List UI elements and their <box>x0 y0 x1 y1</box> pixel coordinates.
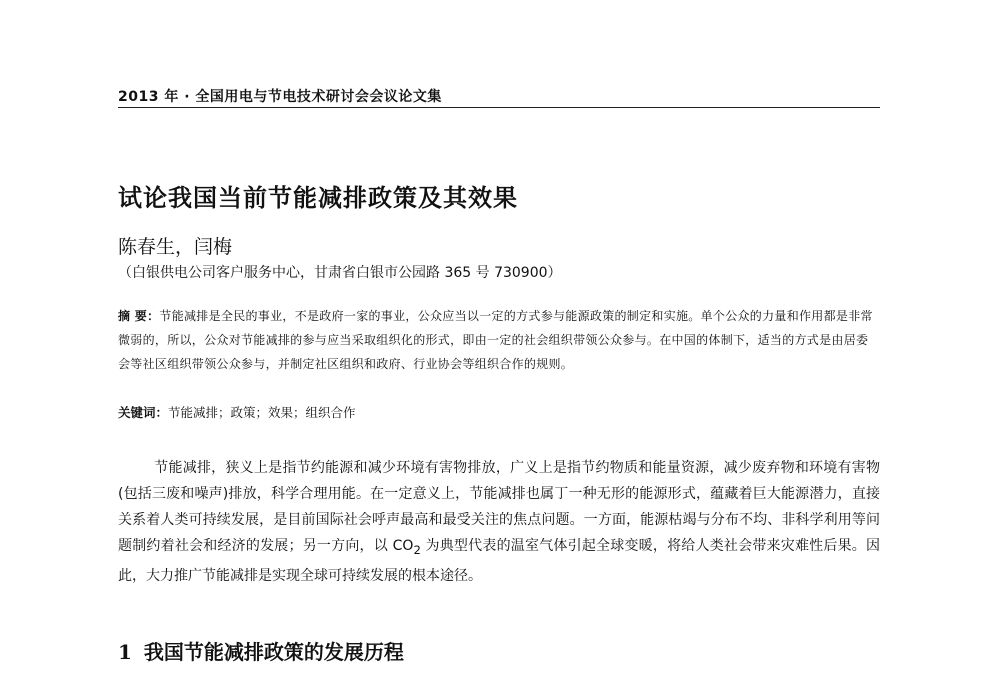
keywords-label: 关键词： <box>118 405 169 420</box>
paper-authors: 陈春生，闫梅 <box>118 236 233 258</box>
section-number: 1 <box>118 640 132 664</box>
paper-affiliation: （白银供电公司客户服务中心，甘肃省白银市公园路 365 号 730900） <box>118 265 562 281</box>
abstract-text: 节能减排是全民的事业，不是政府一家的事业，公众应当以一定的方式参与能源政策的制定和实施。单个公众的力量和作用都是非常微弱的，所以，公众对节能减排的参与应当采取组织化的形式，即由一定的社会组织带领公众参与。在中国的体制下，适当的方式是由居委会等社区组织带领公众参与，并制定社区组织和政府、行业协会等组织合作的规则。 <box>118 309 873 371</box>
header-divider <box>118 107 880 108</box>
body-paragraph <box>118 455 880 589</box>
paper-title: 试论我国当前节能减排政策及其效果 <box>118 183 518 212</box>
section-heading <box>118 636 404 665</box>
co2-subscript: 2 <box>413 542 421 557</box>
keywords-text: 节能减排；政策；效果；组织合作 <box>168 405 356 420</box>
body-text-part-2: 为典型代表的温室气体引起全球变暖，将给人类社会带来灾难性后果。因此，大力推广节能减排是实现全球可持续发展的根本途径。 <box>118 538 881 584</box>
running-header: 2013 年 · 全国用电与节电技术研讨会会议论文集 <box>118 89 442 105</box>
abstract <box>118 304 880 376</box>
keywords <box>118 402 880 424</box>
body-text-part-1: 节能减排，狭义上是指节约能源和减少环境有害物排放，广义上是指节约物质和能量资源，减少废弃物和环境有害物(包括三废和噪声)排放，科学合理用能。在一定意义上，节能减排也属丁一种无形的能源形式，蕴藏着巨大能源潜力，直接关系着人类可持续发展，是目前国际社会呼声最高和最受关注的焦点问题。一方面，能源枯竭与分布不均、非科学利用等问题制约着社会和经济的发展；另一方向，以 CO <box>118 460 880 554</box>
abstract-label: 摘 要： <box>118 309 160 323</box>
section-title: 我国节能减排政策的发展历程 <box>143 640 404 664</box>
